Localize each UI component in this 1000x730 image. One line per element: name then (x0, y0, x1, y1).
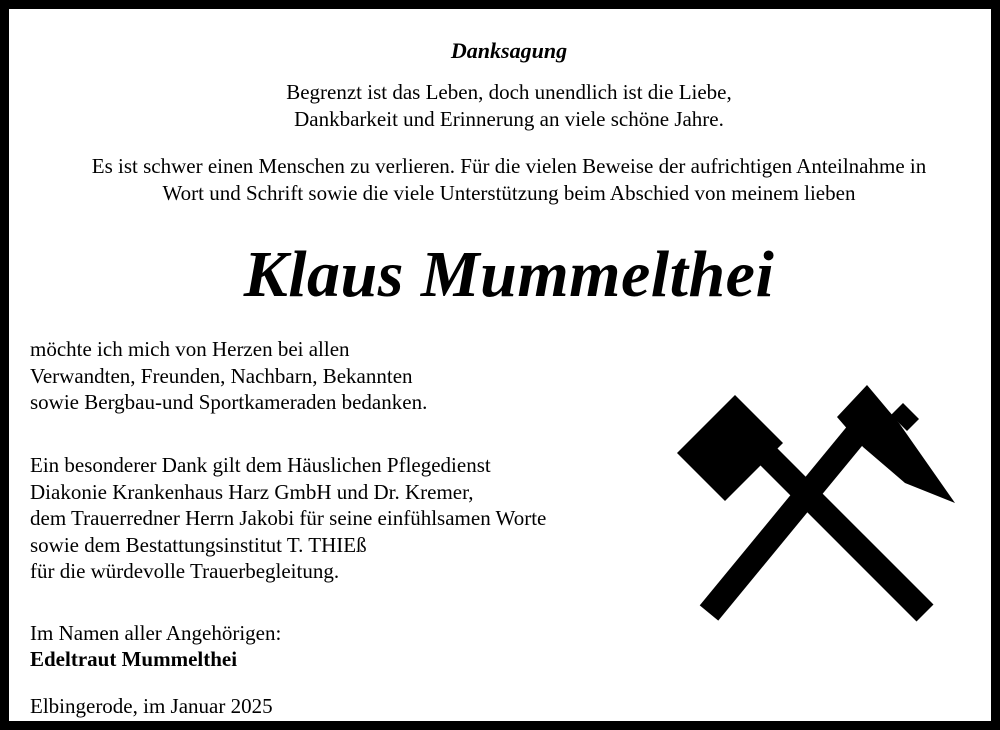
paragraph-line: Verwandten, Freunden, Nachbarn, Bekannten (30, 363, 413, 388)
intro-line: Wort und Schrift sowie die viele Unterstützung beim Abschied von meinem lieben (162, 181, 856, 205)
motto-line: Begrenzt ist das Leben, doch unendlich ist die Liebe, (286, 80, 732, 104)
hammer-and-pick-icon (677, 385, 957, 629)
emblem-hammer-head (677, 395, 783, 501)
motto-text (19, 79, 999, 133)
signatory-name: Edeltraut Mummelthei (30, 647, 238, 671)
intro-line: Es ist schwer einen Menschen zu verlieren. Für die vielen Beweise der aufrichtigen Anteilnahme in (91, 154, 927, 178)
paragraph-line: sowie dem Bestattungsinstitut T. THIEß (30, 532, 367, 557)
paragraph-line: für die würdevolle Trauerbegleitung. (30, 559, 340, 583)
intro-text (19, 153, 999, 207)
paragraph-line: Diakonie Krankenhaus Harz GmbH und Dr. Kremer, (30, 479, 474, 504)
thanks-special-paragraph (30, 452, 546, 585)
place-and-date: Elbingerode, im Januar 2025 (30, 694, 273, 718)
deceased-name: Klaus Mummelthei (243, 238, 775, 311)
paragraph-line: sowie Bergbau-und Sportkameraden bedanken. (30, 390, 428, 414)
signoff-label: Im Namen aller Angehörigen: (30, 621, 282, 645)
paragraph-line: Ein besonderer Dank gilt dem Häuslichen Pflegedienst (30, 453, 491, 477)
motto-line: Dankbarkeit und Erinnerung an viele schöne Jahre. (294, 107, 724, 131)
paragraph-line: dem Trauerredner Herrn Jakobi für seine einfühlsamen Worte (30, 506, 547, 530)
thanks-general-paragraph (30, 336, 427, 416)
notice-heading: Danksagung (450, 38, 568, 63)
paragraph-line: möchte ich mich von Herzen bei allen (30, 337, 350, 361)
